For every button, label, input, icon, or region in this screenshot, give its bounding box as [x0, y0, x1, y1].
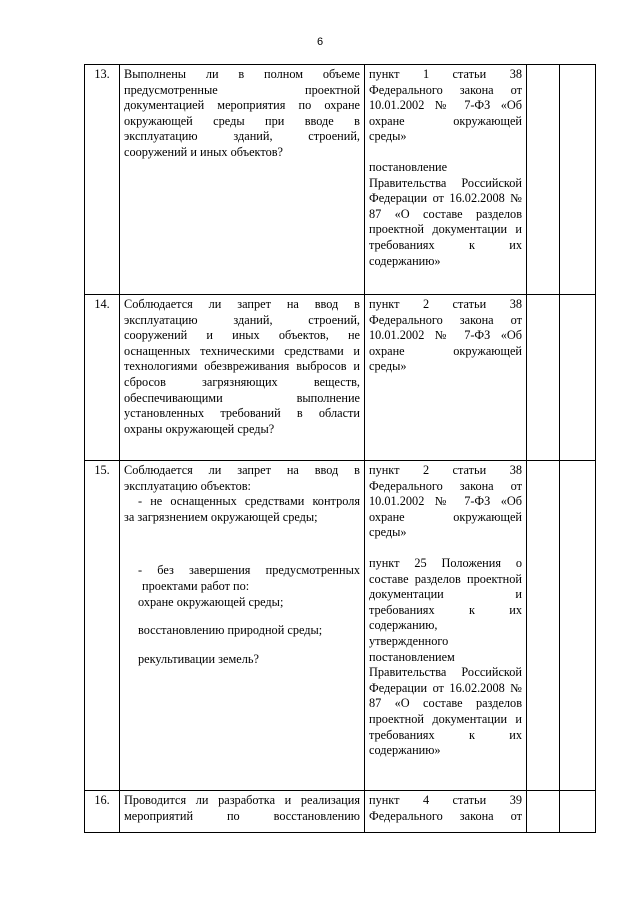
table-row-13 [85, 65, 596, 295]
table-row-16 [85, 791, 596, 833]
question-line: технологиями обезвреживания выбросов и [124, 359, 360, 374]
empty-cell [527, 65, 560, 295]
question-line: сооружений и иных объектов, не [124, 328, 360, 343]
reference-line: 10.01.2002 № 7-ФЗ «Об [369, 328, 522, 343]
question-line: проектами работ по: [142, 578, 250, 593]
reference-line: содержанию, [369, 618, 438, 633]
question-cell [120, 791, 365, 833]
question-line: обеспечивающими выполнение [124, 390, 360, 405]
question-line: Проводится ли разработка и реализация [124, 793, 360, 807]
legal-reference-cell [365, 791, 527, 833]
reference-line: требованиях к их [369, 237, 522, 252]
reference-line: пункт 25 Положения о [369, 555, 522, 570]
question-cell [120, 65, 365, 295]
empty-cell [527, 461, 560, 791]
reference-line: составе разделов проектной [369, 571, 522, 586]
reference-line: среды» [369, 129, 407, 144]
reference-line: среды» [369, 359, 407, 374]
reference-line: 87 «О составе разделов [369, 206, 522, 221]
reference-line: 10.01.2002 № 7-ФЗ «Об [369, 98, 522, 113]
table-row-14 [85, 295, 596, 461]
reference-line: проектной документации и [369, 222, 522, 237]
question-line: эксплуатацию объектов: [124, 478, 251, 493]
empty-cell [560, 791, 596, 833]
reference-line: постановление [369, 159, 448, 174]
question-line: за загрязнением окружающей среды; [124, 509, 318, 524]
empty-cell [560, 65, 596, 295]
reference-line: пункт 2 статьи 38 [369, 463, 522, 477]
row-number: 14. [85, 295, 120, 461]
legal-reference-cell [365, 295, 527, 461]
row-number: 15. [85, 461, 120, 791]
question-line: эксплуатацию зданий, строений, [124, 312, 360, 327]
question-cell [120, 295, 365, 461]
question-line: сооружений и иных объектов? [124, 144, 283, 159]
empty-cell [560, 461, 596, 791]
reference-line: Федерального закона от [369, 478, 522, 493]
reference-line: Федерации от 16.02.2008 № [369, 191, 522, 206]
reference-line: 10.01.2002 № 7-ФЗ «Об [369, 494, 522, 509]
reference-line: Правительства Российской [369, 175, 522, 190]
question-line: Соблюдается ли запрет на ввод в [124, 463, 360, 477]
reference-line: утвержденного [369, 633, 449, 648]
reference-line: пункт 1 статьи 38 [369, 67, 522, 81]
row-number: 16. [85, 791, 120, 833]
question-list-item: охране окружающей среды; [138, 594, 284, 609]
reference-line: требованиях к их [369, 602, 522, 617]
question-line: окружающей среды при вводе в [124, 113, 360, 128]
question-line: документацией мероприятия по охране [124, 98, 360, 113]
question-list-item: восстановлению природной среды; [138, 623, 323, 638]
legal-reference-cell [365, 461, 527, 791]
legal-reference-cell [365, 65, 527, 295]
empty-cell [527, 791, 560, 833]
reference-line: постановлением [369, 649, 455, 664]
reference-line: среды» [369, 525, 407, 540]
question-line: Выполнены ли в полном объеме [124, 67, 360, 81]
question-line: охраны окружающей среды? [124, 421, 275, 436]
reference-line: Федерального закона от [369, 312, 522, 327]
question-line: - не оснащенных средствами контроля [138, 494, 360, 509]
reference-line: содержанию» [369, 253, 441, 268]
reference-line: пункт 4 статьи 39 [369, 793, 522, 807]
reference-line: охране окружающей [369, 113, 522, 128]
reference-line: требованиях к их [369, 727, 522, 742]
checklist-table [84, 64, 596, 833]
reference-line: пункт 2 статьи 38 [369, 297, 522, 311]
question-line: - без завершения предусмотренных [138, 563, 360, 578]
question-line: оснащенных техническими средствами и [124, 343, 360, 358]
reference-line: охране окружающей [369, 343, 522, 358]
reference-line: Федерации от 16.02.2008 № [369, 680, 522, 695]
question-list-item: рекультивации земель? [138, 651, 259, 666]
reference-line: документации и [369, 587, 522, 602]
question-line: сбросов загрязняющих веществ, [124, 374, 360, 389]
row-number: 13. [85, 65, 120, 295]
page-number: 6 [316, 36, 324, 48]
empty-cell [527, 295, 560, 461]
empty-cell [560, 295, 596, 461]
question-line: предусмотренные проектной [124, 82, 360, 97]
question-line: Соблюдается ли запрет на ввод в [124, 297, 360, 311]
question-line: установленных требований в области [124, 406, 360, 421]
reference-line: проектной документации и [369, 711, 522, 726]
question-cell [120, 461, 365, 791]
reference-line: содержанию» [369, 743, 441, 758]
question-line: эксплуатацию зданий, строений, [124, 129, 360, 144]
table-row-15 [85, 461, 596, 791]
reference-line: Правительства Российской [369, 665, 522, 680]
reference-line: Федерального закона от [369, 808, 522, 823]
reference-line: охране окружающей [369, 509, 522, 524]
reference-line: Федерального закона от [369, 82, 522, 97]
question-line: мероприятий по восстановлению [124, 808, 360, 823]
reference-line: 87 «О составе разделов [369, 696, 522, 711]
